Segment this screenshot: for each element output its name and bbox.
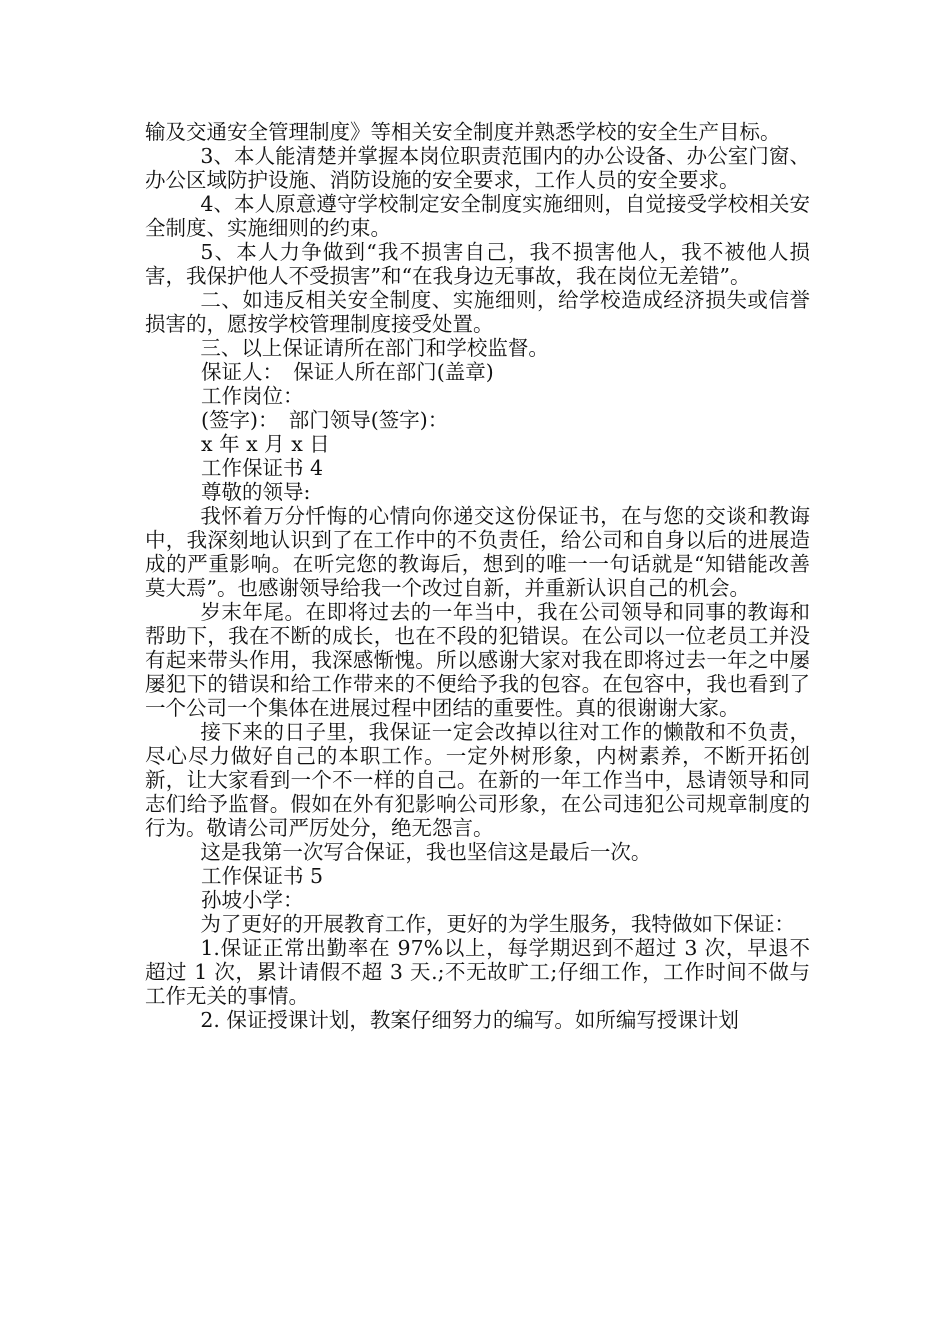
paragraph-7: 我怀着万分忏悔的心情向你递交这份保证书，在与您的交谈和教诲中，我深刻地认识到了在工作中的不负责任，给公司和自身以后的进展造成的严重影响。在听完您的教诲后，想到的唯一一句话就是“知错能改善莫大焉”。也感谢领导给我一个改过自新，并重新认识自己的机会。: [145, 504, 810, 600]
signature-line: (签字)： 部门领导(签字)：: [201, 408, 449, 432]
paragraph-8: 岁末年尾。在即将过去的一年当中，我在公司领导和同事的教诲和帮助下，我在不断的成长，也在不段的犯错误。在公司以一位老员工并没有起来带头作用，我深感惭愧。所以感谢大家对我在即将过去一年之中屡屡犯下的错误和给工作带来的不便给予我的包容。在包容中，我也看到了一个公司一个集体在进展过程中团结的重要性。真的很谢谢大家。: [145, 600, 810, 720]
document-page: [145, 120, 810, 1032]
section-title-4: 工作保证书 4: [201, 456, 324, 480]
signature-guarantor-line: 保证人： 保证人所在部门(盖章): [201, 360, 494, 384]
paragraph-5: 二、如违反相关安全制度、实施细则，给学校造成经济损失或信誉损害的，愿按学校管理制度接受处置。: [145, 288, 810, 336]
salutation-5: 孙坡小学：: [201, 888, 304, 912]
paragraph-3: 4、本人原意遵守学校制定安全制度实施细则，自觉接受学校相关安全制度、实施细则的约束。: [145, 192, 810, 240]
date-line: x 年 x 月 x 日: [201, 432, 330, 456]
paragraph-4: 5、本人力争做到“我不损害自己，我不损害他人，我不被他人损害，我保护他人不受损害”和“在我身边无事故，我在岗位无差错”。: [145, 240, 810, 288]
salutation-4: 尊敬的领导:: [201, 480, 311, 504]
paragraph-11: 为了更好的开展教育工作，更好的为学生服务，我特做如下保证：: [200, 912, 795, 936]
paragraph-6: 三、以上保证请所在部门和学校监督。: [200, 336, 549, 360]
job-position-line: 工作岗位：: [201, 384, 304, 408]
paragraph-1: 输及交通安全管理制度》等相关安全制度并熟悉学校的安全生产目标。: [145, 120, 781, 144]
section-title-5: 工作保证书 5: [201, 864, 324, 888]
paragraph-9: 接下来的日子里，我保证一定会改掉以往对工作的懒散和不负责，尽心尽力做好自己的本职工作。一定外树形象，内树素养，不断开拓创新，让大家看到一个不一样的自己。在新的一年工作当中，恳请领导和同志们给予监督。假如在外有犯影响公司形象，在公司违犯公司规章制度的行为。敬请公司严厉处分，绝无怨言。: [145, 720, 810, 840]
paragraph-2: 3、本人能清楚并掌握本岗位职责范围内的办公设备、办公室门窗、办公区域防护设施、消防设施的安全要求，工作人员的安全要求。: [145, 144, 810, 192]
paragraph-12: 1.保证正常出勤率在 97%以上，每学期迟到不超过 3 次，早退不超过 1 次，累计请假不超 3 天.;不无故旷工;仔细工作，工作时间不做与工作无关的事情。: [145, 936, 810, 1008]
paragraph-10: 这是我第一次写合保证，我也坚信这是最后一次。: [200, 840, 652, 864]
paragraph-13: 2. 保证授课计划，教案仔细努力的编写。如所编写授课计划: [200, 1008, 739, 1032]
